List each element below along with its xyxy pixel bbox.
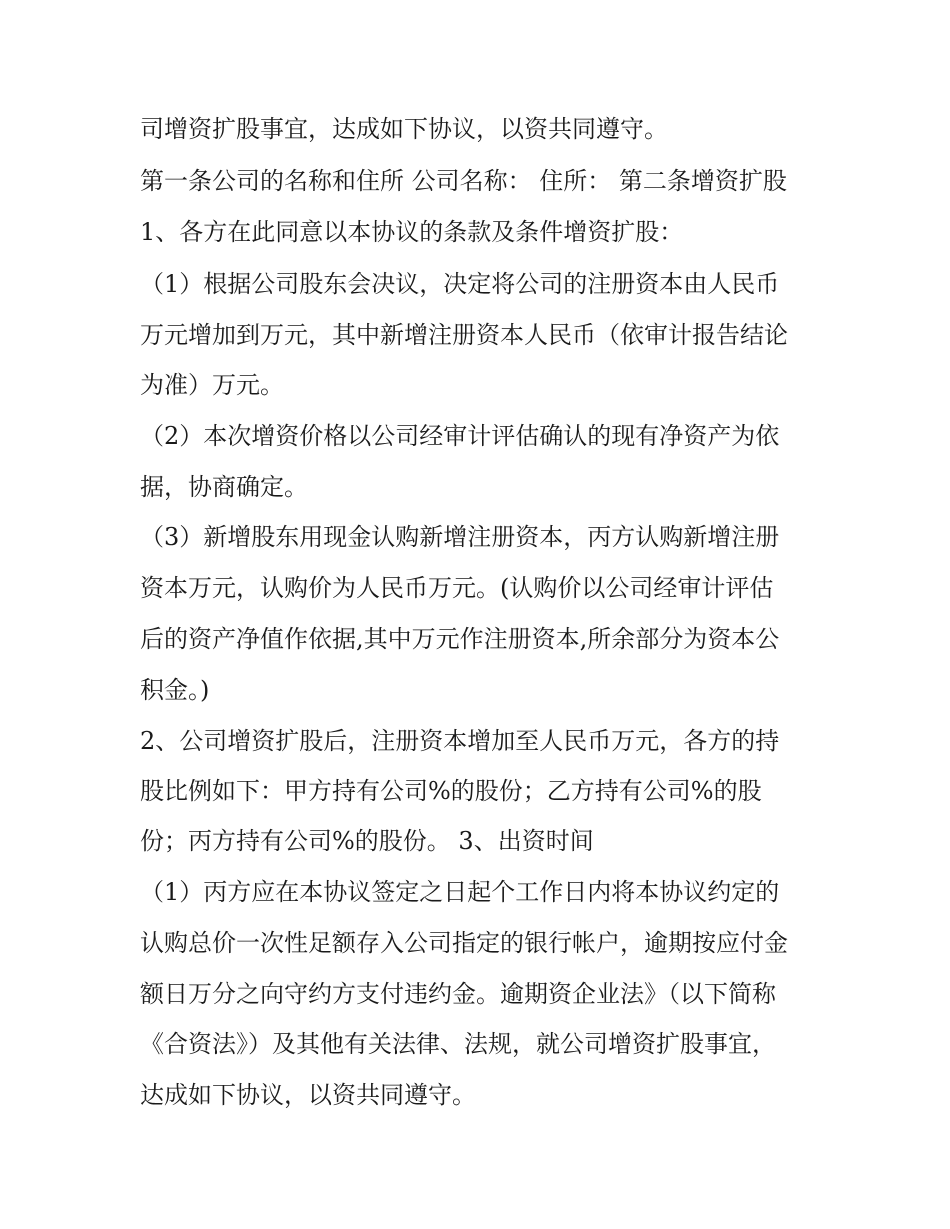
text-line: 司增资扩股事宜，达成如下协议，以资共同遵守。: [140, 115, 668, 143]
text-line: 认购总价一次性足额存入公司指定的银行帐户，逾期按应付金: [140, 929, 788, 957]
text-line: 后的资产净值作依据,其中万元作注册资本,所余部分为资本公: [140, 625, 780, 653]
text-line: （1）丙方应在本协议签定之日起个工作日内将本协议约定的: [140, 878, 780, 906]
text-line: 《合资法》）及其他有关法律、法规，就公司增资扩股事宜，: [140, 1030, 776, 1058]
text-line: 1、各方在此同意以本协议的条款及条件增资扩股：: [140, 218, 684, 246]
text-line: （3）新增股东用现金认购新增注册资本，丙方认购新增注册: [140, 523, 780, 551]
text-line: 资本万元，认购价为人民币万元。(认购价以公司经审计评估: [140, 574, 774, 602]
text-line: （2）本次增资价格以公司经审计评估确认的现有净资产为依: [140, 422, 780, 450]
text-line: 第一条公司的名称和住所 公司名称： 住所： 第二条增资扩股: [140, 167, 787, 195]
text-line: 万元增加到万元，其中新增注册资本人民币（依审计报告结论: [140, 321, 788, 349]
text-line: 额日万分之向守约方支付违约金。逾期资企业法》（以下简称: [140, 980, 776, 1008]
text-line: （1）根据公司股东会决议，决定将公司的注册资本由人民币: [140, 270, 780, 298]
text-line: 为准）万元。: [140, 371, 284, 399]
text-line: 积金。): [140, 676, 210, 704]
text-line: 2、公司增资扩股后，注册资本增加至人民币万元，各方的持: [140, 727, 780, 755]
text-line: 份；丙方持有公司%的股份。 3、出资时间: [140, 827, 594, 855]
text-line: 股比例如下：甲方持有公司%的股份；乙方持有公司%的股: [140, 777, 762, 805]
text-line: 达成如下协议，以资共同遵守。: [140, 1081, 476, 1109]
text-line: 据，协商确定。: [140, 473, 308, 501]
